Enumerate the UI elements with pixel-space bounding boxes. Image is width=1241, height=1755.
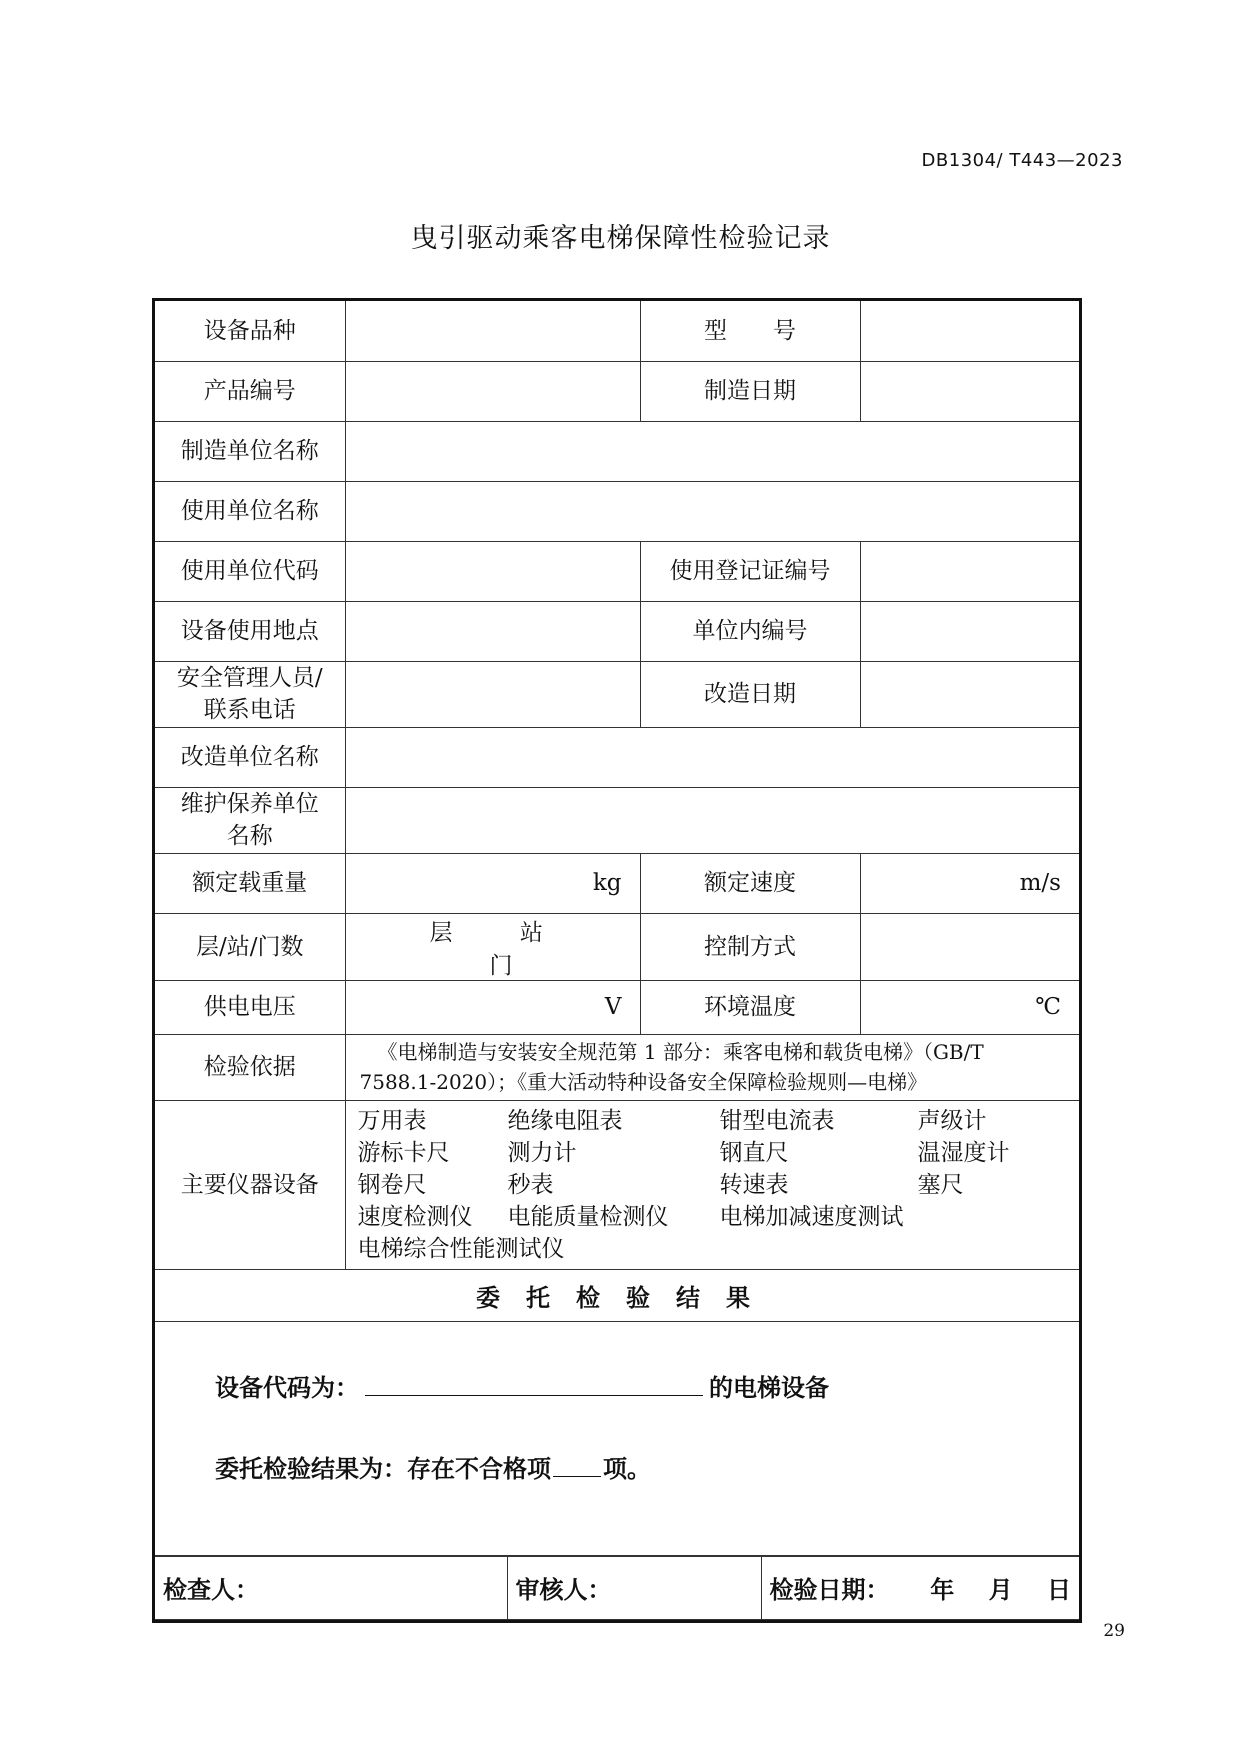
instrument-item: 钢直尺 xyxy=(719,1139,789,1166)
instrument-item: 钳型电流表 xyxy=(719,1107,835,1134)
instrument-item: 绝缘电阻表 xyxy=(507,1107,623,1134)
value-maintenance-unit[interactable] xyxy=(345,787,1079,853)
value-internal-no[interactable] xyxy=(860,601,1079,661)
instrument-item: 塞尺 xyxy=(917,1171,964,1198)
instrument-row xyxy=(358,1137,1068,1169)
label-maintenance-unit-line1: 维护保养单位 xyxy=(180,791,319,817)
value-supply-voltage[interactable] xyxy=(345,980,640,1034)
instrument-item: 电能质量检测仪 xyxy=(507,1203,669,1230)
value-manufacturer[interactable] xyxy=(345,421,1079,481)
month-label: 月 xyxy=(988,1576,1013,1604)
label-ambient-temp: 环境温度 xyxy=(640,980,860,1034)
reviewer-field[interactable] xyxy=(507,1556,761,1619)
result-count-suffix: 项。 xyxy=(603,1454,651,1483)
value-manufacture-date[interactable] xyxy=(860,361,1079,421)
value-renovation-date[interactable] xyxy=(860,661,1079,727)
unit-celsius: ℃ xyxy=(1035,994,1061,1020)
label-user-unit-code: 使用单位代码 xyxy=(155,541,345,601)
label-maintenance-unit xyxy=(155,787,345,853)
result-code-suffix: 的电梯设备 xyxy=(709,1373,829,1402)
inspector-field[interactable] xyxy=(155,1556,507,1619)
value-product-no[interactable] xyxy=(345,361,640,421)
instrument-item: 测力计 xyxy=(507,1139,577,1166)
label-control-method: 控制方式 xyxy=(640,913,860,980)
instrument-item: 电梯综合性能测试仪 xyxy=(357,1235,565,1262)
value-registration-no[interactable] xyxy=(860,541,1079,601)
result-code-prefix: 设备代码为： xyxy=(215,1373,359,1402)
label-location: 设备使用地点 xyxy=(155,601,345,661)
instrument-row xyxy=(358,1105,1068,1137)
label-floors-stations-doors: 层/站/门数 xyxy=(155,913,345,980)
label-manufacturer: 制造单位名称 xyxy=(155,421,345,481)
label-supply-voltage: 供电电压 xyxy=(155,980,345,1034)
instrument-item: 秒表 xyxy=(507,1171,554,1198)
date-parts xyxy=(904,1570,1071,1605)
value-floors-stations-doors[interactable] xyxy=(345,913,640,980)
value-user-unit[interactable] xyxy=(345,481,1079,541)
label-renovation-unit: 改造单位名称 xyxy=(155,727,345,787)
instrument-item: 声级计 xyxy=(917,1107,987,1134)
inspection-form xyxy=(152,298,1082,1623)
label-internal-no: 单位内编号 xyxy=(640,601,860,661)
value-rated-load[interactable] xyxy=(345,853,640,913)
label-maintenance-unit-line2: 名称 xyxy=(226,823,273,849)
instrument-item: 转速表 xyxy=(719,1171,789,1198)
value-location[interactable] xyxy=(345,601,640,661)
label-renovation-date: 改造日期 xyxy=(640,661,860,727)
instrument-item: 游标卡尺 xyxy=(357,1139,450,1166)
result-body xyxy=(155,1321,1079,1555)
unit-kg: kg xyxy=(592,870,622,896)
standard-code: DB1304/ T443—2023 xyxy=(921,150,1123,171)
unit-floors: 层 xyxy=(429,919,453,946)
label-model: 型 号 xyxy=(640,301,860,361)
value-model[interactable] xyxy=(860,301,1079,361)
unit-stations: 站 xyxy=(519,919,543,946)
instrument-list xyxy=(345,1100,1079,1269)
page-title: 曳引驱动乘客电梯保障性检验记录 xyxy=(410,223,831,254)
value-renovation-unit[interactable] xyxy=(345,727,1079,787)
label-rated-speed: 额定速度 xyxy=(640,853,860,913)
value-inspection-basis xyxy=(345,1034,1079,1100)
inspection-date-field[interactable] xyxy=(761,1556,1079,1619)
instrument-item: 温湿度计 xyxy=(917,1139,1010,1166)
result-count-prefix: 委托检验结果为：存在不合格项 xyxy=(215,1454,551,1483)
inspection-basis-line1: 《电梯制造与安装安全规范第 1 部分：乘客电梯和载货电梯》（GB/T xyxy=(377,1040,984,1064)
instrument-item: 速度检测仪 xyxy=(357,1203,473,1230)
reviewer-label: 审核人： xyxy=(515,1576,612,1604)
label-rated-load: 额定载重量 xyxy=(155,853,345,913)
instrument-row xyxy=(358,1233,1068,1265)
label-safety-manager xyxy=(155,661,345,727)
label-safety-manager-line2: 联系电话 xyxy=(203,697,296,723)
page-number: 29 xyxy=(1103,1621,1125,1641)
label-user-unit: 使用单位名称 xyxy=(155,481,345,541)
label-product-no: 产品编号 xyxy=(155,361,345,421)
unit-ms: m/s xyxy=(1019,870,1061,896)
value-control-method[interactable] xyxy=(860,913,1079,980)
instrument-item: 钢卷尺 xyxy=(357,1171,427,1198)
inspector-label: 检查人： xyxy=(163,1576,259,1604)
instrument-item: 电梯加减速度测试 xyxy=(719,1203,904,1230)
instrument-row xyxy=(358,1201,1068,1233)
label-registration-no: 使用登记证编号 xyxy=(640,541,860,601)
value-equipment-type[interactable] xyxy=(345,301,640,361)
day-label: 日 xyxy=(1047,1576,1071,1604)
equipment-code-blank[interactable] xyxy=(365,1371,703,1396)
label-safety-manager-line1: 安全管理人员/ xyxy=(176,665,323,691)
signature-table xyxy=(155,1556,1079,1620)
year-label: 年 xyxy=(930,1576,955,1604)
result-code-line xyxy=(215,1368,1079,1403)
label-inspection-basis: 检验依据 xyxy=(155,1034,345,1100)
value-rated-speed[interactable] xyxy=(860,853,1079,913)
value-ambient-temp[interactable] xyxy=(860,980,1079,1034)
label-equipment-type: 设备品种 xyxy=(155,301,345,361)
instrument-item: 万用表 xyxy=(357,1107,427,1134)
label-main-instruments: 主要仪器设备 xyxy=(155,1100,345,1269)
result-count-line xyxy=(215,1449,1079,1484)
value-safety-manager[interactable] xyxy=(345,661,640,727)
nonconforming-count-blank[interactable] xyxy=(553,1452,601,1477)
value-user-unit-code[interactable] xyxy=(345,541,640,601)
unit-doors: 门 xyxy=(489,952,513,979)
inspection-date-label: 检验日期： xyxy=(769,1576,890,1604)
result-heading: 委托检验结果 xyxy=(155,1269,1079,1321)
info-table xyxy=(155,301,1079,1556)
inspection-basis-line2: 7588.1-2020）；《重大活动特种设备安全保障检验规则—电梯》 xyxy=(359,1070,928,1094)
label-manufacture-date: 制造日期 xyxy=(640,361,860,421)
unit-volt: V xyxy=(604,994,622,1020)
instrument-row xyxy=(358,1169,1068,1201)
